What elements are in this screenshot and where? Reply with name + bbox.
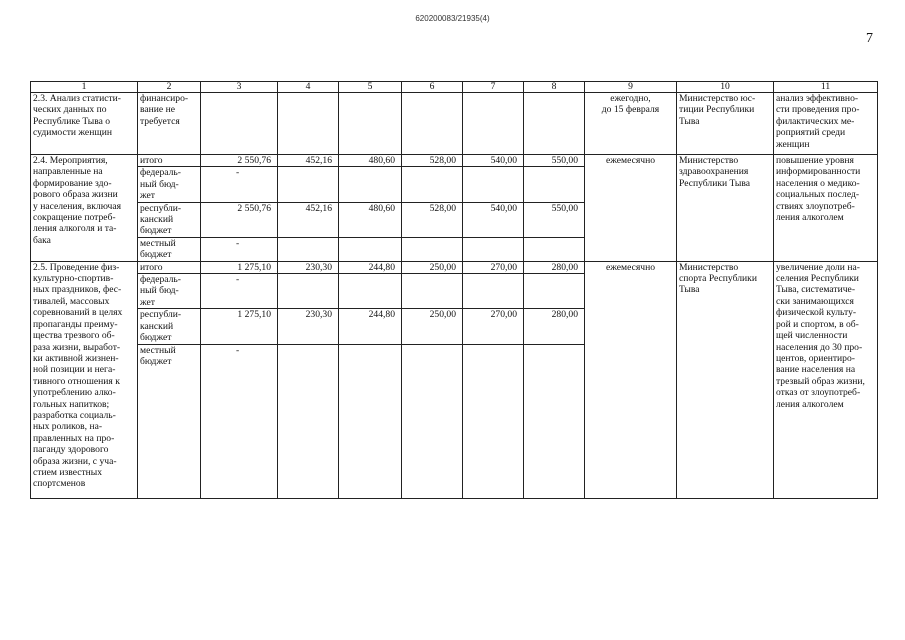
value-cell [339, 344, 402, 498]
value-cell: 244,80 [339, 309, 402, 344]
value-cell [201, 93, 278, 155]
column-number: 3 [201, 82, 278, 93]
value-cell [524, 167, 585, 202]
column-number: 9 [585, 82, 677, 93]
value-cell: 550,00 [524, 155, 585, 167]
value-cell [402, 93, 463, 155]
activity-cell: 2.3. Анализ статисти- ческих данных по Республике Тыва о судимости женщин [31, 93, 138, 155]
value-cell: - [201, 237, 278, 261]
funding-source-cell: местный бюджет [138, 344, 201, 498]
value-cell: 528,00 [402, 155, 463, 167]
column-number: 11 [774, 82, 878, 93]
value-cell: 1 275,10 [201, 309, 278, 344]
period-cell: ежемесячно [585, 261, 677, 498]
value-cell: 250,00 [402, 261, 463, 273]
activity-cell: 2.4. Мероприятия, направленные на формирование здо- рового образа жизни у населения, включая сокращение потреб- ления алкоголя и та- бака [31, 155, 138, 262]
column-number: 4 [278, 82, 339, 93]
column-number: 7 [463, 82, 524, 93]
funding-source-cell: финансиро- вание не требуется [138, 93, 201, 155]
value-cell: 230,30 [278, 309, 339, 344]
value-cell [278, 93, 339, 155]
table-row [31, 261, 878, 273]
value-cell [278, 167, 339, 202]
value-cell [402, 344, 463, 498]
value-cell [402, 274, 463, 309]
funding-source-cell: местный бюджет [138, 237, 201, 261]
value-cell [339, 274, 402, 309]
value-cell [402, 167, 463, 202]
column-number: 1 [31, 82, 138, 93]
funding-source-cell: итого [138, 261, 201, 273]
value-cell: 280,00 [524, 261, 585, 273]
value-cell [339, 93, 402, 155]
document-id: 620200083/21935(4) [415, 14, 490, 23]
value-cell: 270,00 [463, 309, 524, 344]
value-cell: 550,00 [524, 202, 585, 237]
value-cell: 244,80 [339, 261, 402, 273]
table-row [31, 155, 878, 167]
value-cell: 540,00 [463, 202, 524, 237]
column-number: 10 [677, 82, 774, 93]
value-cell [278, 274, 339, 309]
column-number: 8 [524, 82, 585, 93]
period-cell: ежемесячно [585, 155, 677, 262]
value-cell [524, 344, 585, 498]
value-cell: 480,60 [339, 202, 402, 237]
value-cell: 480,60 [339, 155, 402, 167]
value-cell [524, 237, 585, 261]
value-cell: 540,00 [463, 155, 524, 167]
funding-source-cell: республи- канский бюджет [138, 309, 201, 344]
column-number: 6 [402, 82, 463, 93]
value-cell: 2 550,76 [201, 202, 278, 237]
column-number: 2 [138, 82, 201, 93]
value-cell [463, 344, 524, 498]
period-cell: ежегодно, до 15 февраля [585, 93, 677, 155]
table-row [31, 93, 878, 155]
value-cell: 2 550,76 [201, 155, 278, 167]
result-cell: анализ эффективно- сти проведения про- филактических ме- роприятий среди женщин [774, 93, 878, 155]
value-cell [463, 237, 524, 261]
value-cell [278, 237, 339, 261]
value-cell [402, 237, 463, 261]
funding-source-cell: федераль- ный бюд- жет [138, 167, 201, 202]
program-table [30, 81, 878, 499]
value-cell [278, 344, 339, 498]
value-cell: 250,00 [402, 309, 463, 344]
funding-source-cell: республи- канский бюджет [138, 202, 201, 237]
value-cell: - [201, 344, 278, 498]
column-number: 5 [339, 82, 402, 93]
value-cell: 270,00 [463, 261, 524, 273]
value-cell: 452,16 [278, 202, 339, 237]
result-cell: повышение уровня информированности населения о медико- социальных послед- ствиях злоупотреб- ления алкоголем [774, 155, 878, 262]
column-number-row [31, 82, 878, 93]
value-cell [339, 167, 402, 202]
value-cell [463, 167, 524, 202]
value-cell [339, 237, 402, 261]
result-cell: увеличение доли на- селения Республики Тыва, систематиче- ски занимающихся физической культу- рой и спортом, в об- щей численности населения до 30 про- центов, ориентиро- вание населения на трезвый образ жизни, отказ от злоупотреб- ления алкоголем [774, 261, 878, 498]
value-cell: - [201, 167, 278, 202]
value-cell: 280,00 [524, 309, 585, 344]
value-cell: - [201, 274, 278, 309]
value-cell: 452,16 [278, 155, 339, 167]
value-cell: 230,30 [278, 261, 339, 273]
value-cell [463, 274, 524, 309]
executor-cell: Министерство здравоохранения Республики Тыва [677, 155, 774, 262]
activity-cell: 2.5. Проведение физ- культурно-спортив- ных праздников, фес- тивалей, массовых соревнований в целях пропаганды преиму- щества трезвого об- раза жизни, выработ- ки активной жизнен- ной позиции и нега- тивного отношения к употреблению алко- гольных напитков; разработка социаль- ных роликов, на- правленных на про- паганду здорового образа жизни, с уча- стием известных спортсменов [31, 261, 138, 498]
value-cell [524, 274, 585, 309]
page-number: 7 [866, 31, 873, 46]
value-cell [524, 93, 585, 155]
executor-cell: Министерство спорта Республики Тыва [677, 261, 774, 498]
value-cell: 528,00 [402, 202, 463, 237]
value-cell [463, 93, 524, 155]
funding-source-cell: федераль- ный бюд- жет [138, 274, 201, 309]
executor-cell: Министерство юс- тиции Республики Тыва [677, 93, 774, 155]
value-cell: 1 275,10 [201, 261, 278, 273]
funding-source-cell: итого [138, 155, 201, 167]
